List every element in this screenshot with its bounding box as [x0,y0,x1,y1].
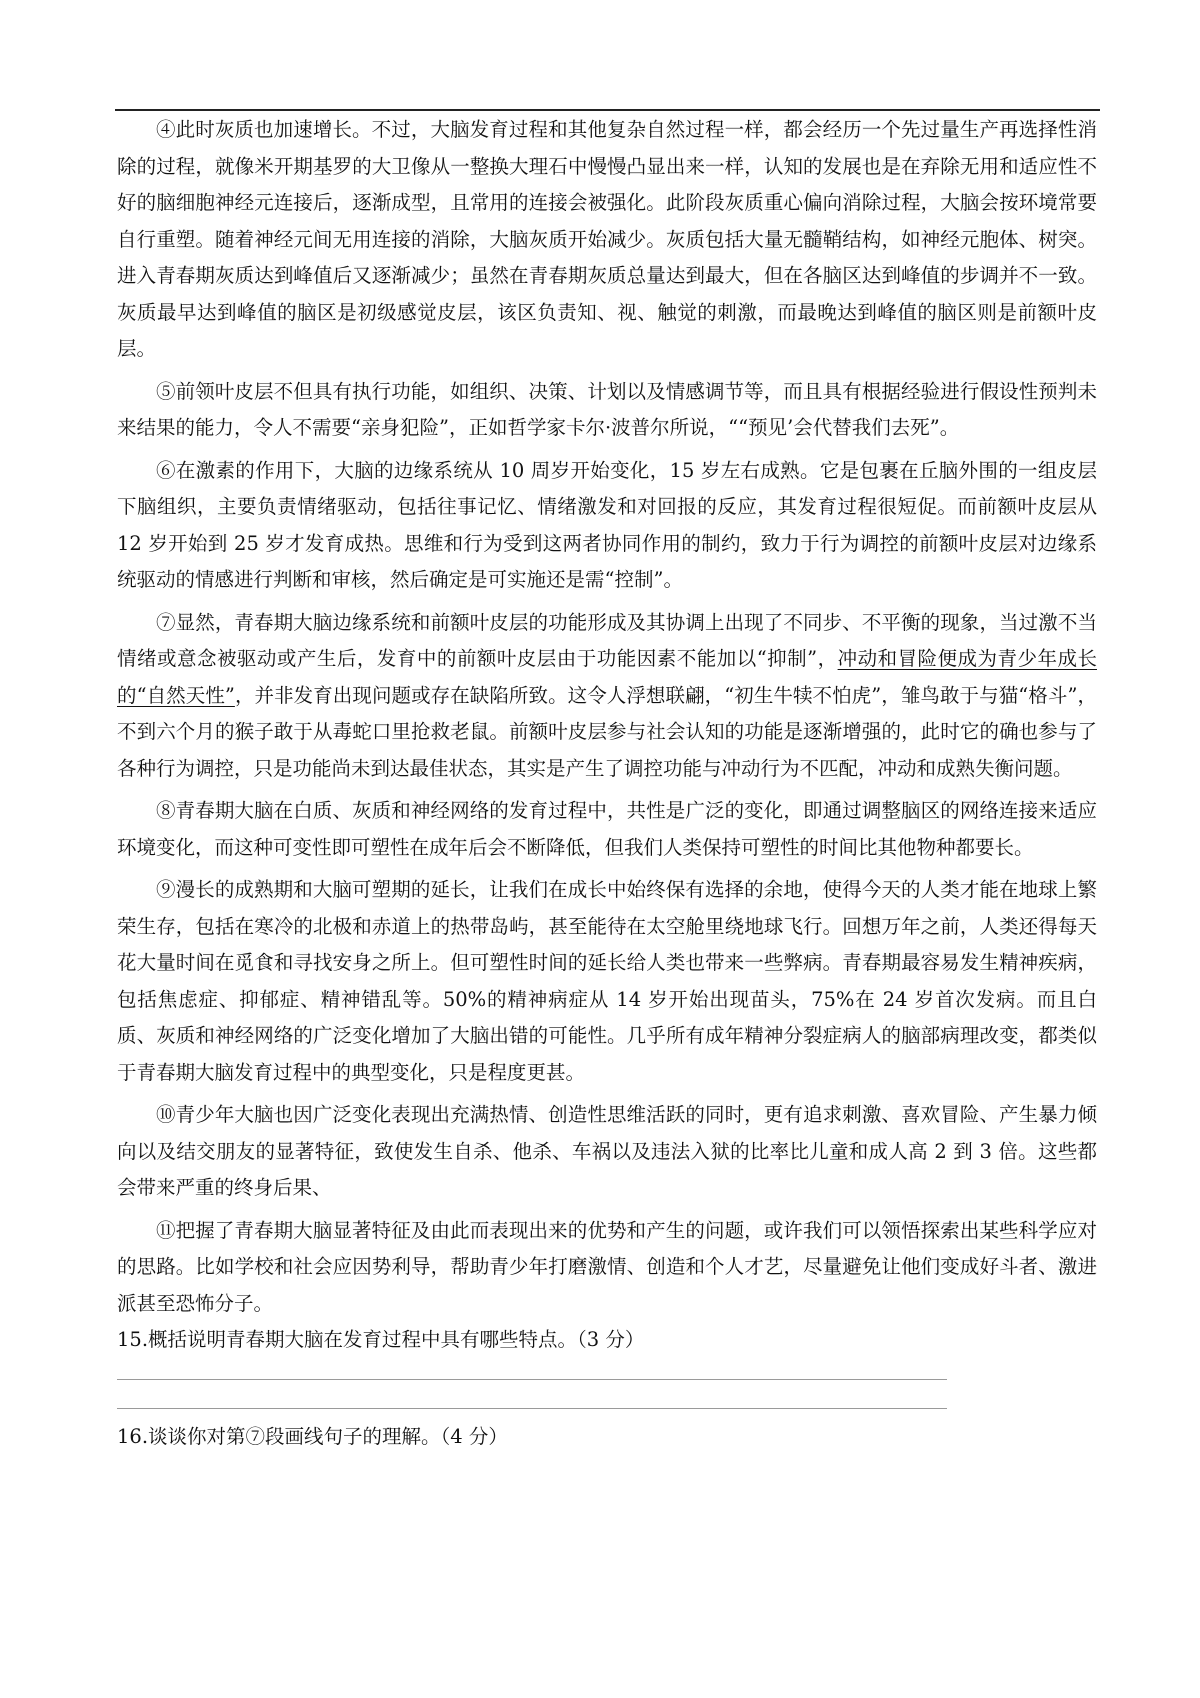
paragraph-10: ⑩青少年大脑也因广泛变化表现出充满热情、创造性思维活跃的同时，更有追求刺激、喜欢冒险、产生暴力倾向以及结交朋友的显著特征，致使发生自杀、他杀、车祸以及违法入狱的比率比儿童和成人高 2 到 3 倍。这些都会带来严重的终身后果、 [117,1103,1097,1199]
answer-line[interactable] [117,1379,947,1380]
answer-line[interactable] [117,1408,947,1409]
paragraph-7-text-after: ，并非发育出现问题或存在缺陷所致。这令人浮想联翩，“初生牛犊不怕虎”，雏鸟敢于与猫“格斗”，不到六个月的猴子敢于从毒蛇口里抢救老鼠。前额叶皮层参与社会认知的功能是逐渐增强的，此时它的确也参与了各种行为调控，只是功能尚未到达最佳状态，其实是产生了调控功能与冲动行为不匹配，冲动和成熟失衡问题。 [117,683,1097,780]
paragraph-4: ④此时灰质也加速增长。不过，大脑发育过程和其他复杂自然过程一样，都会经历一个先过量生产再选择性消除的过程，就像米开期基罗的大卫像从一整换大理石中慢慢凸显出来一样，认知的发展也是在弃除无用和适应性不好的脑细胞神经元连接后，逐渐成型，且常用的连接会被强化。此阶段灰质重心偏向消除过程，大脑会按环境常要自行重塑。随着神经元间无用连接的消除，大脑灰质开始减少。灰质包括大量无髓鞘结构，如神经元胞体、树突。进入青春期灰质达到峰值后又逐渐减少；虽然在青春期灰质总量达到最大，但在各脑区达到峰值的步调并不一致。灰质最早达到峰值的脑区是初级感觉皮层，该区负责知、视、触觉的刺激，而最晚达到峰值的脑区则是前额叶皮层。 [117,118,1097,360]
paragraph-11: ⑪把握了青春期大脑显著特征及由此而表现出来的优势和产生的问题，或许我们可以领悟探索出某些科学应对的思路。比如学校和社会应因势利导，帮助青少年打磨激情、创造和个人才艺，尽量避免让他们变成好斗者、激进派甚至恐怖分子。 [117,1218,1097,1315]
underlined-sentence: 冲动和冒险便成为青少年成长的“自然天性” [117,647,1097,707]
question-16: 16.谈谈你对第⑦段画线句子的理解。（4 分） [117,1424,508,1448]
paragraph-7 [117,605,1097,788]
paragraph-5: ⑤前领叶皮层不但具有执行功能，如组织、决策、计划以及情感调节等，而且具有根据经验进行假设性预判未来结果的能力，令人不需要“亲身犯险”，正如哲学家卡尔·波普尔所说，““预见’会代替我们去死”。 [117,379,1097,439]
paragraph-7-text-before: ⑦显然，青春期大脑边缘系统和前额叶皮层的功能形成及其协调上出现了不同步、不平衡的现象，当过激不当情绪或意念被驱动或产生后，发育中的前额叶皮层由于功能因素不能加以“抑制”， [117,610,1097,670]
reading-passage [117,112,1097,1455]
paragraph-6: ⑥在激素的作用下，大脑的边缘系统从 10 周岁开始变化，15 岁左右成熟。它是包裹在丘脑外围的一组皮层下脑组织，主要负责情绪驱动，包括往事记忆、情绪激发和对回报的反应，其发育过程很短促。而前额叶皮层从 12 岁开始到 25 岁才发育成热。思维和行为受到这两者协同作用的制约，致力于行为调控的前额叶皮层对边缘系统驱动的情感进行判断和审核，然后确定是可实施还是需“控制”。 [117,458,1097,591]
question-15: 15.概括说明青春期大脑在发育过程中具有哪些特点。（3 分） [117,1328,645,1351]
paragraph-8: ⑧青春期大脑在白质、灰质和神经网络的发育过程中，共性是广泛的变化，即通过调整脑区的网络连接来适应环境变化，而这种可变性即可塑性在成年后会不断降低，但我们人类保持可塑性的时间比其他物种都要长。 [117,799,1097,859]
paragraph-9: ⑨漫长的成熟期和大脑可塑期的延长，让我们在成长中始终保有选择的余地，使得今天的人类才能在地球上繁荣生存，包括在寒冷的北极和赤道上的热带岛屿，甚至能待在太空舱里绕地球飞行。回想万年之前，人类还得每天花大量时间在觅食和寻找安身之所上。但可塑性时间的延长给人类也带来一些弊病。青春期最容易发生精神疾病，包括焦虑症、抑郁症、精神错乱等。50%的精神病症从 14 岁开始出现苗头，75%在 24 岁首次发病。而且白质、灰质和神经网络的广泛变化增加了大脑出错的可能性。几乎所有成年精神分裂症病人的脑部病理改变，都类似于青春期大脑发育过程中的典型变化，只是程度更甚。 [117,878,1097,1084]
header-rule [115,109,1100,111]
